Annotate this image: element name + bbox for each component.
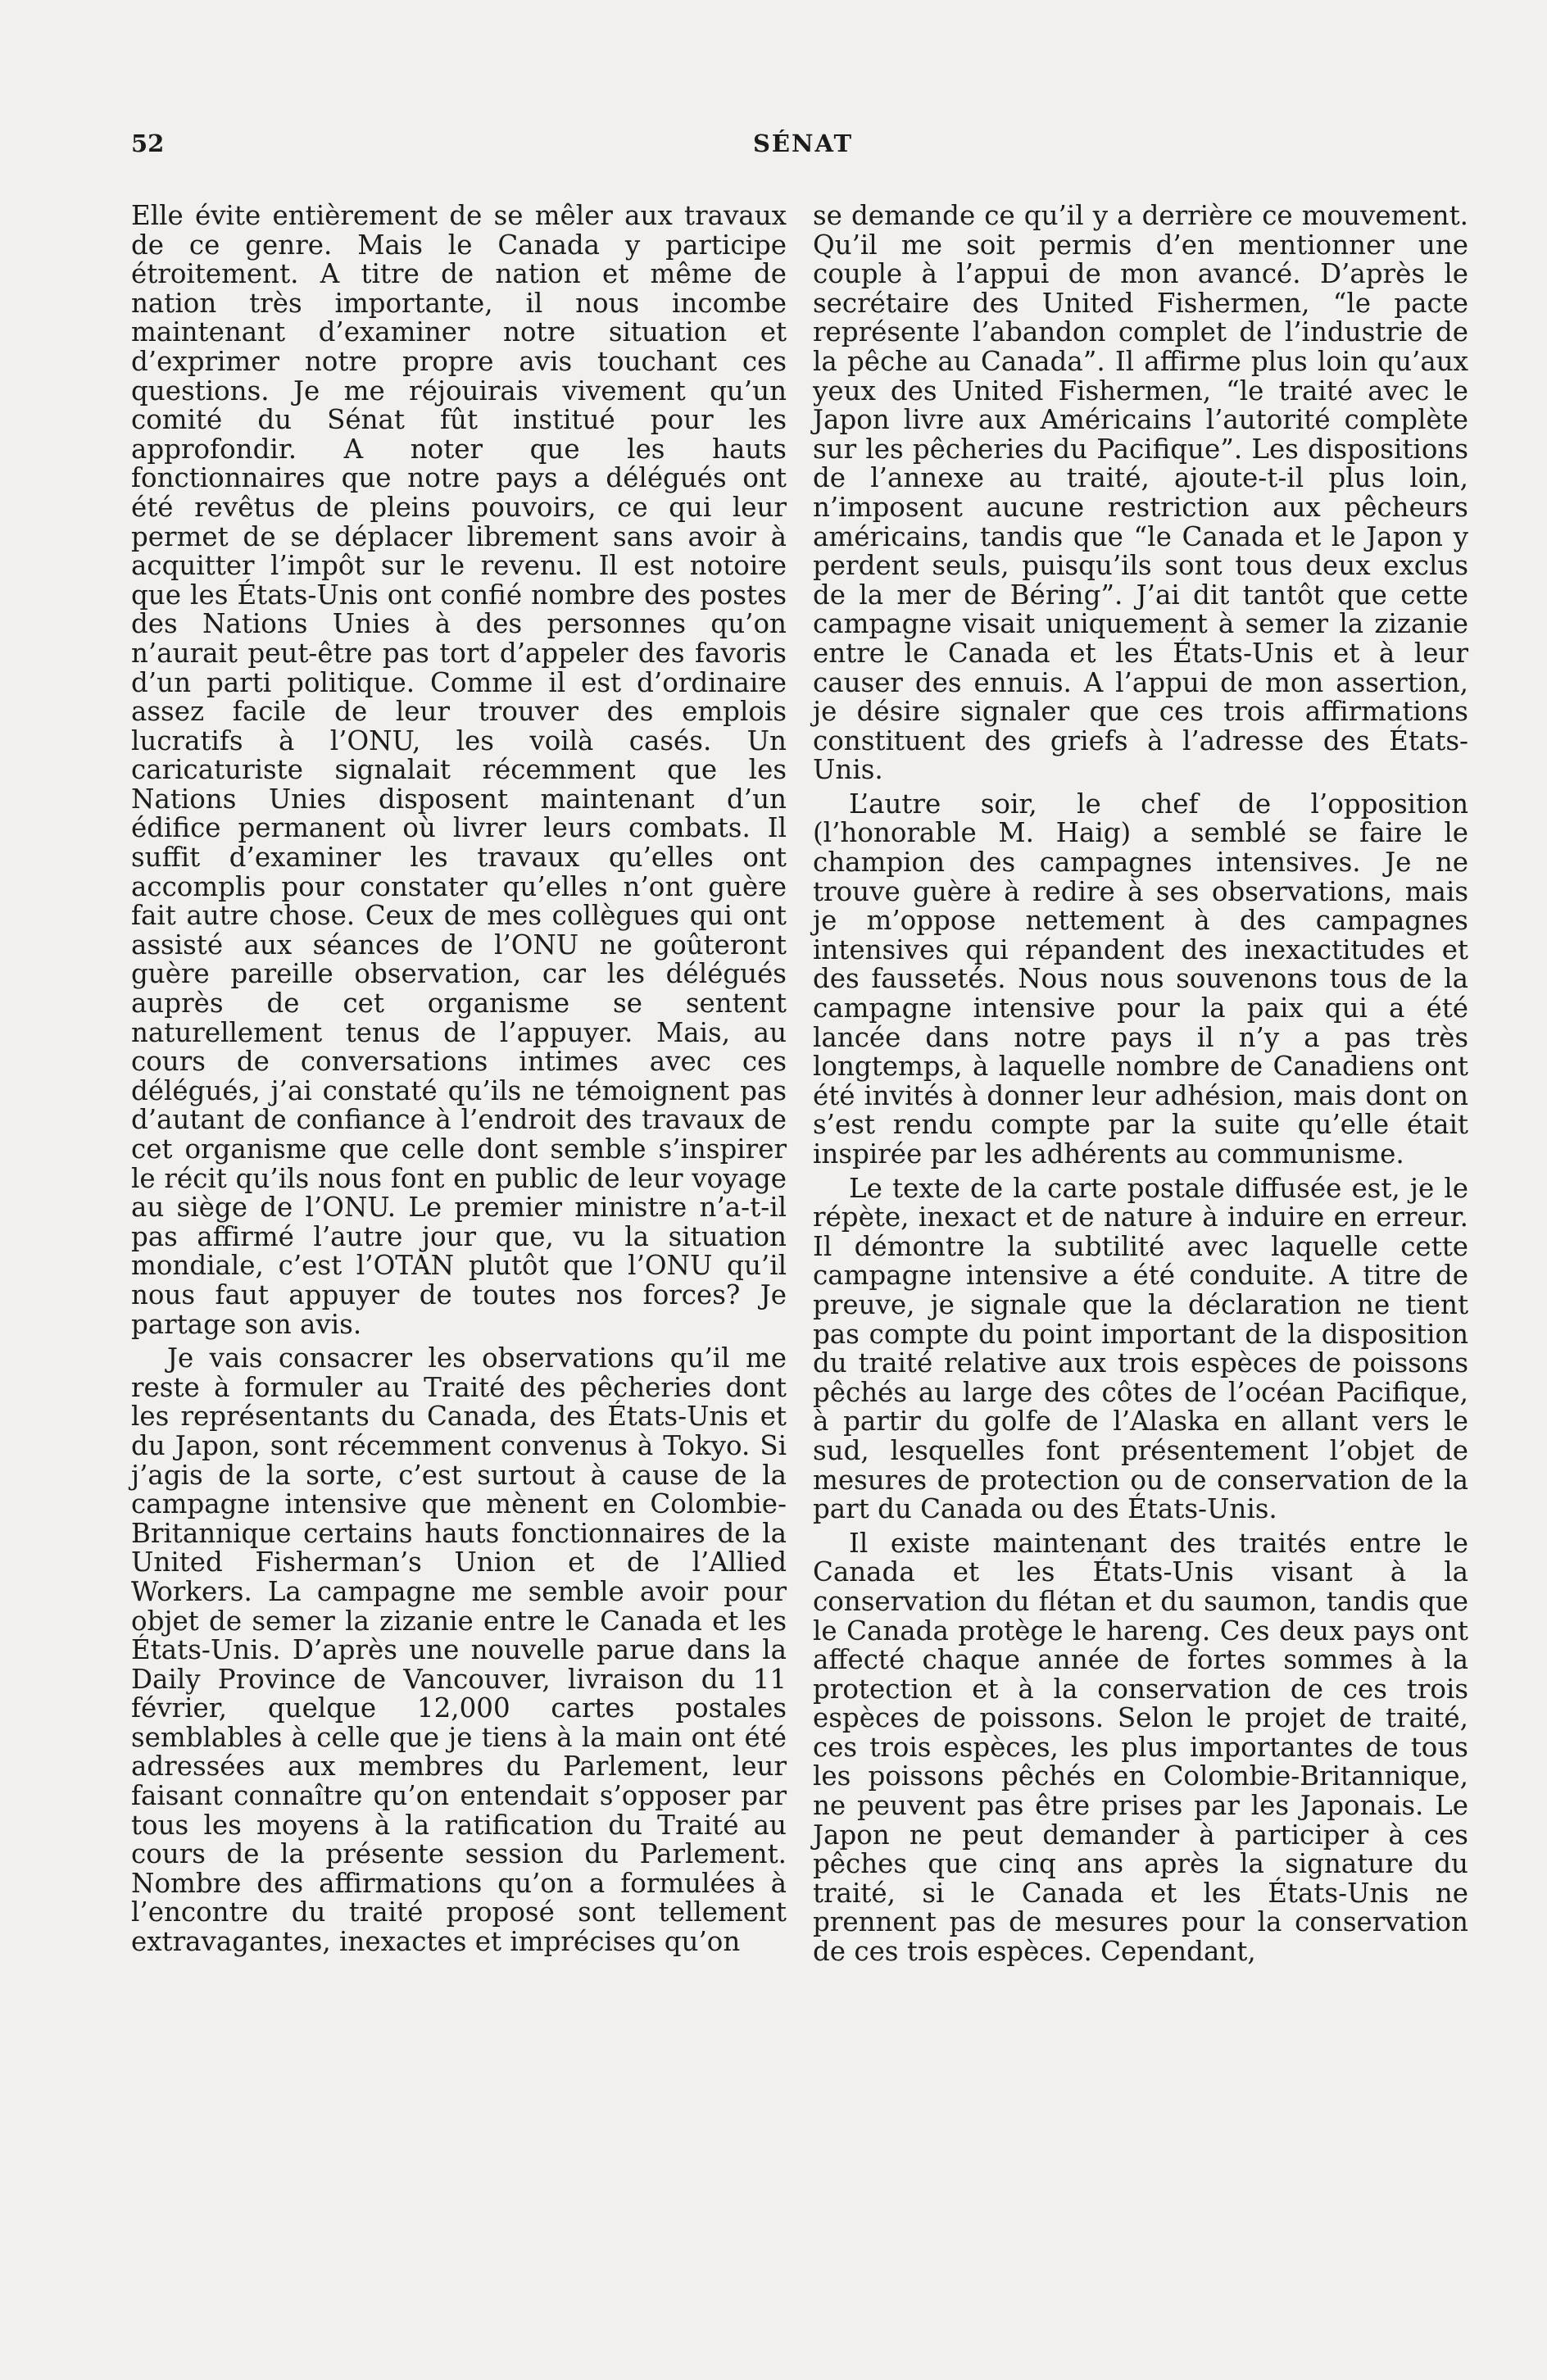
page-header [131, 129, 1475, 170]
paragraph: Le texte de la carte postale diffusée est, je le répète, inexact et de nature à induire en erreur. Il démontre la subtilité avec laquelle cette campagne intensive a été conduite. A titre de preuve, je signale que la déclaration ne tient pas compte du point important de la disposition du traité relative aux trois espèces de poissons pêchés au large des côtes de l’océan Pacifique, à partir du golfe de l’Alaska en allant vers le sud, lesquelles font présentement l’objet de mesures de protection ou de conservation de la part du Canada ou des États-Unis. [813, 1172, 1468, 1525]
right-column [813, 202, 1468, 1972]
left-column [131, 202, 787, 1962]
paragraph: Elle évite entièrement de se mêler aux travaux de ce genre. Mais le Canada y participe étroitement. A titre de nation et même de nation très importante, il nous incombe maintenant d’examiner notre situation et d’exprimer notre propre avis touchant ces questions. Je me réjouirais vivement qu’un comité du Sénat fût institué pour les approfondir. A noter que les hauts fonctionnaires que notre pays a délégués ont été revêtus de pleins pouvoirs, ce qui leur permet de se déplacer librement sans avoir à acquitter l’impôt sur le revenu. Il est notoire que les États-Unis ont confié nombre des postes des Nations Unies à des personnes qu’on n’aurait peut-être pas tort d’appeler des favoris d’un parti politique. Comme il est d’ordinaire assez facile de leur trouver des emplois lucratifs à l’ONU, les voilà casés. Un caricaturiste signalait récemment que les Nations Unies disposent maintenant d’un édifice permanent où livrer leurs combats. Il suffit d’examiner les travaux qu’elles ont accomplis pour constater qu’elles n’ont guère fait autre chose. Ceux de mes collègues qui ont assisté aux séances de l’ONU ne goûteront guère pareille observation, car les délégués auprès de cet organisme se sentent naturellement tenus de l’appuyer. Mais, au cours de conversations intimes avec ces délégués, j’ai constaté qu’ils ne témoignent pas d’autant de confiance à l’endroit des travaux de cet organisme que celle dont semble s’inspirer le récit qu’ils nous font en public de leur voyage au siège de l’ONU. Le premier ministre n’a-t-il pas affirmé l’autre jour que, vu la situation mondiale, c’est l’OTAN plutôt que l’ONU qu’il nous faut appuyer de toutes nos forces? Je partage son avis. [131, 200, 787, 1340]
paragraph: Il existe maintenant des traités entre le Canada et les États-Unis visant à la conservation du flétan et du saumon, tandis que le Canada protège le hareng. Ces deux pays ont affecté chaque année de fortes sommes à la protection et à la conservation de ces trois espèces de poissons. Selon le projet de traité, ces trois espèces, les plus importantes de tous les poissons pêchés en Colombie-Britannique, ne peuvent pas être prises par les Japonais. Le Japon ne peut demander à participer à ces pêches que cinq ans après la signature du traité, si le Canada et les États-Unis ne prennent pas de mesures pour la conservation de ces trois espèces. Cependant, [813, 1527, 1468, 1968]
page-number: 52 [131, 129, 165, 157]
paragraph: L’autre soir, le chef de l’opposition (l’honorable M. Haig) a semblé se faire le champion des campagnes intensives. Je ne trouve guère à redire à ses observations, mais je m’oppose nettement à des campagnes intensives qui répandent des inexactitudes et des faussetés. Nous nous souvenons tous de la campagne intensive pour la paix qui a été lancée dans notre pays il n’y a pas très longtemps, à laquelle nombre de Canadiens ont été invités à donner leur adhésion, mais dont on s’est rendu compte par la suite qu’elle était inspirée par les adhérents au communisme. [813, 788, 1468, 1170]
paragraph: se demande ce qu’il y a derrière ce mouvement. Qu’il me soit permis d’en mentionner une couple à l’appui de mon avancé. D’après le secrétaire des United Fishermen, “le pacte représente l’abandon complet de l’industrie de la pêche au Canada”. Il affirme plus loin qu’aux yeux des United Fishermen, “le traité avec le Japon livre aux Américains l’autorité complète sur les pêcheries du Pacifique”. Les dispositions de l’annexe au traité, ajoute-t-il plus loin, n’imposent aucune restriction aux pêcheurs américains, tandis que “le Canada et le Japon y perdent seuls, puisqu’ils sont tous deux exclus de la mer de Béring”. J’ai dit tantôt que cette campagne visait uniquement à semer la zizanie entre le Canada et les États-Unis et à leur causer des ennuis. A l’appui de mon assertion, je désire signaler que ces trois affirmations constituent des griefs à l’adresse des États-Unis. [813, 200, 1468, 786]
paragraph: Je vais consacrer les observations qu’il me reste à formuler au Traité des pêcheries dont les représentants du Canada, des États-Unis et du Japon, sont récemment convenus à Tokyo. Si j’agis de la sorte, c’est surtout à cause de la campagne intensive que mènent en Colombie-Britannique certains hauts fonctionnaires de la United Fisherman’s Union et de l’Allied Workers. La campagne me semble avoir pour objet de semer la zizanie entre le Canada et les États-Unis. D’après une nouvelle parue dans la Daily Province de Vancouver, livraison du 11 février, quelque 12,000 cartes postales semblables à celle que je tiens à la main ont été adressées aux membres du Parlement, leur faisant connaître qu’on entendait s’opposer par tous les moyens à la ratification du Traité au cours de la présente session du Parlement. Nombre des affirmations qu’on a formulées à l’encontre du traité proposé sont tellement extravagantes, inexactes et imprécises qu’on [131, 1342, 787, 1958]
running-title: SÉNAT [752, 129, 854, 157]
